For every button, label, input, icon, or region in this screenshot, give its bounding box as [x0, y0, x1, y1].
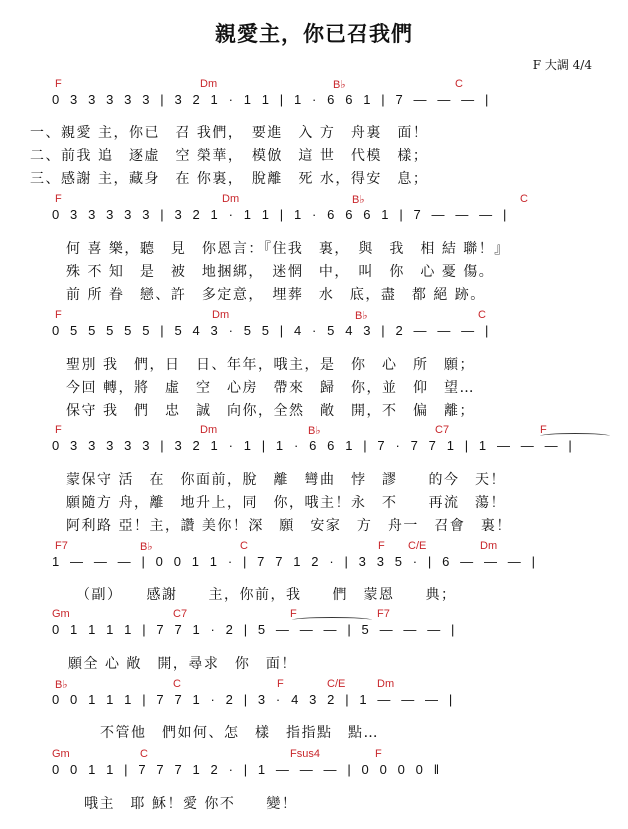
notes-line: 0 5 5 5 5 5 | 5 4 3 · 5 5 | 4 · 5 4 3 | 2 ― ― ― | [52, 323, 492, 338]
lyric-line: 一、親愛 主，你已 召 我們， 要進 入 方 舟裏 面！ [30, 125, 429, 141]
chord: Dm [200, 424, 218, 436]
chord: F [540, 424, 547, 436]
chord: Dm [377, 678, 395, 690]
chord: Dm [480, 540, 498, 552]
lyric-line: 不管他 們如何、怎 樣 指指點 點… [100, 725, 379, 741]
chord: C [173, 678, 181, 690]
notes-line: 0 3 3 3 3 3 | 3 2 1 · 1 1 | 1 · 6 6 1 | 7 ― ― ― | [52, 92, 492, 107]
chord: B♭ [308, 425, 321, 437]
chord: C [478, 309, 486, 321]
lyric-line: 何 喜 樂，聽 見 你恩言：『住我 裏， 與 我 相 結 聯！』 [66, 241, 510, 257]
chord: F [55, 424, 62, 436]
chord: F7 [55, 540, 68, 552]
slur [292, 617, 372, 623]
notes-line: 0 0 1 1 1 | 7 7 1 · 2 | 3 · 4 3 2 | 1 ― ― ― | [52, 692, 456, 707]
chord: F [55, 309, 62, 321]
chord: B♭ [333, 79, 346, 91]
chord: C [520, 193, 528, 205]
lyric-line: 聖別 我 們，日 日、年年，哦主，是 你 心 所 願； [66, 357, 475, 373]
notes-line: 1 ― ― ― | 0 0 1 1 · | 7 7 1 2 · | 3 3 5 · | 6 ― ― ― | [52, 554, 539, 569]
lyric-line: 哦主 耶 穌！愛 你不 變！ [84, 796, 298, 812]
chord: B♭ [55, 679, 68, 691]
chord: C [455, 78, 463, 90]
chord: C/E [327, 678, 346, 690]
chord: F [290, 608, 297, 620]
chord: C [240, 540, 248, 552]
chord: C7 [435, 424, 450, 436]
chord: Fsus4 [290, 748, 320, 760]
notes-line: 0 0 1 1 | 7 7 7 1 2 · | 1 ― ― ― | 0 0 0 0 ‖ [52, 762, 443, 777]
chord: F [378, 540, 385, 552]
lyric-line: 前 所 眷 戀、許 多定意， 埋葬 水 底，盡 都 絕 跡。 [66, 287, 486, 303]
notes-line: 0 3 3 3 3 3 | 3 2 1 · 1 1 | 1 · 6 6 6 1 | 7 ― ― ― | [52, 207, 510, 222]
notes-line: 0 1 1 1 1 | 7 7 1 · 2 | 5 ― ― ― | 5 ― ― ― | [52, 622, 459, 637]
chord: C [140, 748, 148, 760]
chord: F [55, 78, 62, 90]
chord: Dm [212, 309, 230, 321]
chord: C7 [173, 608, 188, 620]
chord: Dm [200, 78, 218, 90]
lyric-line: 願隨方 舟，離 地升上，同 你，哦主！永 不 再流 蕩！ [66, 495, 506, 511]
chord: Dm [222, 193, 240, 205]
chord: B♭ [352, 194, 365, 206]
lyric-line: 今回 轉，將 虛 空 心房 帶來 歸 你，並 仰 望… [66, 380, 475, 396]
lyric-line: 殊 不 知 是 被 地捆綁， 迷惘 中， 叫 你 心 憂 傷。 [66, 264, 495, 280]
chord: F [375, 748, 382, 760]
lyric-line: 蒙保守 活 在 你面前，脫 離 彎曲 悖 謬 的今 天！ [66, 472, 506, 488]
slur [540, 433, 610, 439]
chord: B♭ [355, 310, 368, 322]
lyric-line: 二、前我 追 逐虛 空 榮華， 模倣 這 世 代模 樣； [30, 148, 429, 164]
chord: F7 [377, 608, 390, 620]
lyric-line: （副） 感謝 主，你前，我 們 蒙恩 典； [76, 587, 457, 603]
lyric-line: 願全 心 敞 開，尋求 你 面！ [68, 656, 297, 672]
chord: Gm [52, 748, 70, 760]
lyric-line: 三、感謝 主，藏身 在 你裏， 脫離 死 水，得安 息； [30, 171, 429, 187]
notes-line: 0 3 3 3 3 3 | 3 2 1 · 1 | 1 · 6 6 1 | 7 · 7 7 1 | 1 ― ― ― | [52, 438, 576, 453]
chord: B♭ [140, 541, 153, 553]
lyric-line: 保守 我 們 忠 誠 向你，全然 敞 開，不 偏 離； [66, 403, 475, 419]
chord: F [55, 193, 62, 205]
key-signature: F 大調 4/4 [532, 58, 592, 72]
chord: Gm [52, 608, 70, 620]
lyric-line: 阿利路 亞！主，讚 美你！深 願 安家 方 舟一 召會 裏！ [66, 518, 512, 534]
song-title: 親愛主，你已召我們 [215, 22, 413, 46]
chord: C/E [408, 540, 427, 552]
chord: F [277, 678, 284, 690]
